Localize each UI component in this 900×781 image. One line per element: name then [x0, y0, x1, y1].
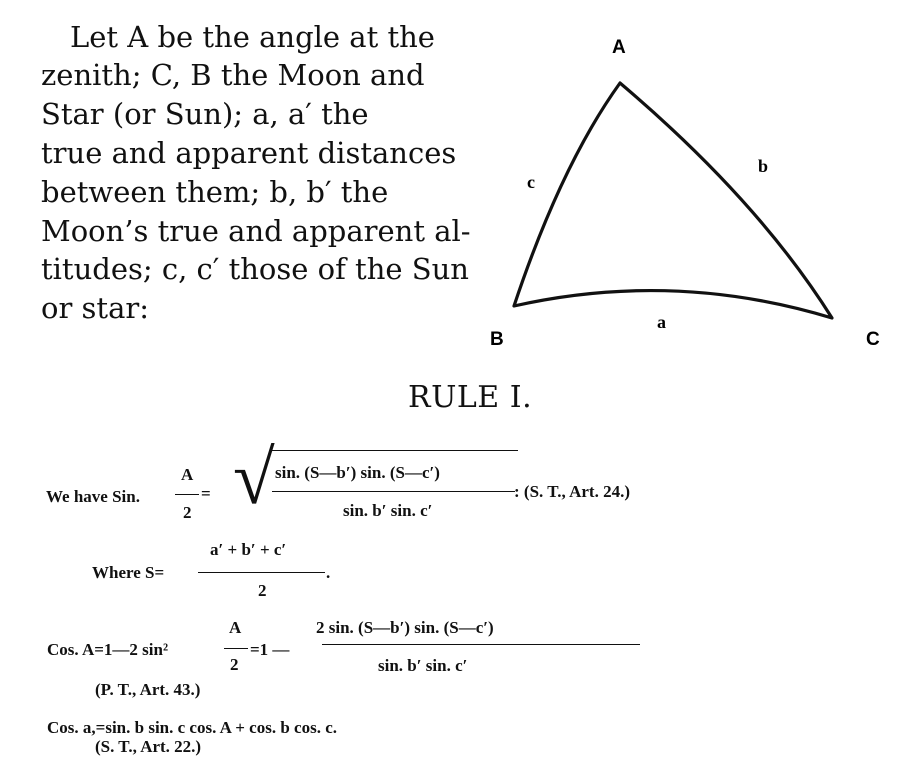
- side-label-c: c: [527, 172, 535, 192]
- paragraph-line: true and apparent distances: [41, 136, 457, 170]
- paragraph-line: zenith; C, B the Moon and: [41, 58, 425, 92]
- formula3-middle: =1 —: [250, 640, 290, 659]
- formula1-numerator: sin. (S—b′) sin. (S—c′): [275, 463, 440, 482]
- side-label-a: a: [657, 312, 666, 332]
- formula3-angle-denominator: 2: [230, 655, 239, 674]
- paragraph-line: Moon’s true and apparent al-: [41, 214, 471, 248]
- radical-vinculum: [272, 450, 518, 451]
- formula4-text: Cos. a,=sin. b sin. c cos. A + cos. b cos. c.: [47, 718, 337, 737]
- side-label-b: b: [758, 156, 769, 176]
- paragraph-line: or star:: [41, 291, 149, 325]
- vertex-label-b: B: [490, 329, 504, 350]
- formula1-angle-numerator: A: [181, 465, 194, 484]
- formula4-reference: (S. T., Art. 22.): [95, 737, 202, 756]
- formula1-angle-fraction-bar: [175, 494, 199, 495]
- formula1-fraction-bar: [272, 491, 515, 492]
- formula3-angle-fraction-bar: [224, 648, 248, 649]
- square-root-sign: √: [233, 436, 275, 520]
- vertex-label-a: A: [612, 37, 626, 58]
- formula1-reference: : (S. T., Art. 24.): [514, 482, 631, 501]
- formula2-numerator: a′ + b′ + c′: [210, 540, 287, 559]
- triangle-outline: [514, 83, 832, 318]
- paragraph-line: Let A be the angle at the: [70, 20, 435, 54]
- formula2-fraction-bar: [198, 572, 325, 573]
- rule-heading: RULE I.: [408, 380, 533, 415]
- formula3-reference: (P. T., Art. 43.): [95, 680, 201, 699]
- formula3-numerator: 2 sin. (S—b′) sin. (S—c′): [316, 618, 494, 637]
- formula3-angle-numerator: A: [229, 618, 242, 637]
- formula1-prefix: We have Sin.: [46, 487, 140, 506]
- formula1-equals: =: [201, 484, 211, 503]
- formula2-suffix: .: [326, 563, 331, 582]
- formula1-denominator: sin. b′ sin. c′: [343, 501, 433, 520]
- formula3-prefix: Cos. A=1—2 sin²: [47, 640, 169, 659]
- paragraph-line: titudes; c, c′ those of the Sun: [41, 252, 469, 286]
- paragraph-line: between them; b, b′ the: [41, 175, 389, 209]
- formula1-angle-denominator: 2: [183, 503, 192, 522]
- vertex-label-c: C: [866, 329, 880, 350]
- paragraph-line: Star (or Sun); a, a′ the: [41, 97, 369, 131]
- formula2-denominator: 2: [258, 581, 267, 600]
- formula3-denominator: sin. b′ sin. c′: [378, 656, 468, 675]
- formula3-fraction-bar: [322, 644, 640, 645]
- formula2-prefix: Where S=: [92, 563, 165, 582]
